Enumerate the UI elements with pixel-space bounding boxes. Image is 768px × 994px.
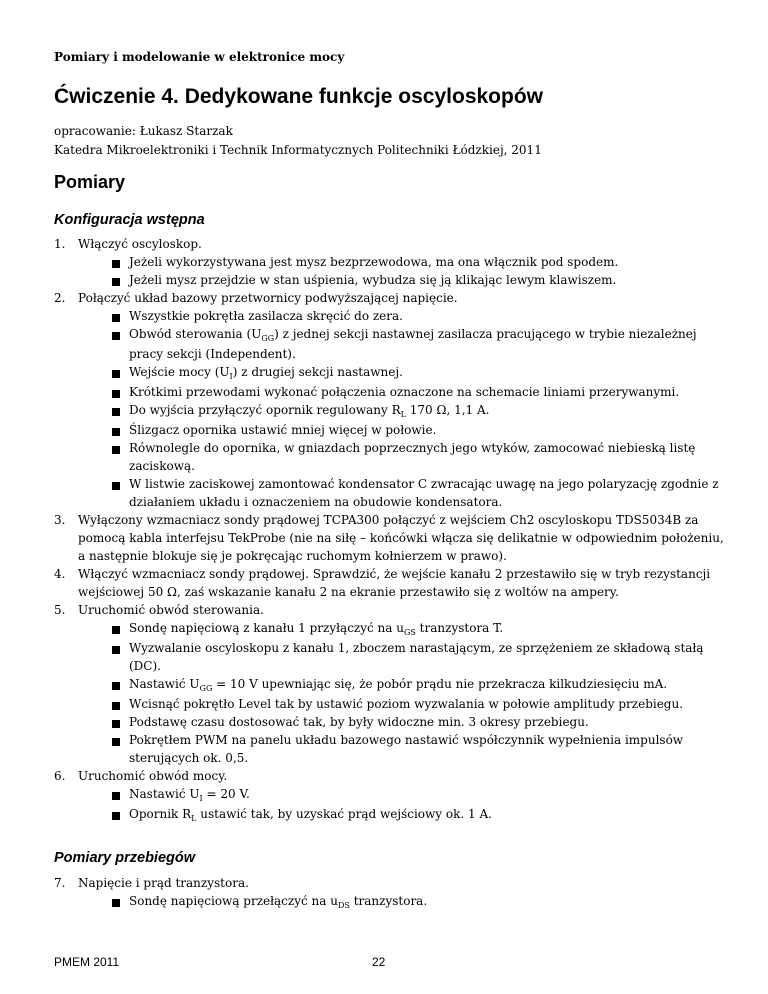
item-number: 2.: [54, 291, 66, 305]
item-text: Uruchomić obwód mocy.: [78, 769, 228, 783]
bullet-item: Krótkimi przewodami wykonać połączenia oznaczone na schemacie liniami przerywanymi.: [78, 383, 734, 401]
list-item-4: [54, 565, 734, 601]
bullet-item: Równolegle do opornika, w gniazdach poprzecznych jego wtyków, zamocować niebieską listę zaciskową.: [78, 439, 734, 475]
square-bullet-icon: [112, 370, 120, 378]
square-bullet-icon: [112, 446, 120, 454]
square-bullet-icon: [112, 626, 120, 634]
bullet-item: Wyzwalanie oscyloskopu z kanału 1, zboczem narastającym, ze sprzężeniem ze składową stałą (DC).: [78, 639, 734, 675]
item-text: Napięcie i prąd tranzystora.: [78, 876, 249, 890]
measurements-list: [54, 874, 734, 912]
item-text: Włączyć oscyloskop.: [78, 237, 202, 251]
bullet-item: Jeżeli mysz przejdzie w stan uśpienia, wybudza się ją klikając lewym klawiszem.: [78, 271, 734, 289]
bullet-item: Jeżeli wykorzystywana jest mysz bezprzewodowa, ma ona włącznik pod spodem.: [78, 253, 734, 271]
section-heading: Pomiary: [54, 172, 126, 192]
square-bullet-icon: [112, 646, 120, 654]
square-bullet-icon: [112, 278, 120, 286]
list-item-7: [54, 874, 734, 912]
item-number: 5.: [54, 603, 66, 617]
square-bullet-icon: [112, 682, 120, 690]
list-item-1: [54, 235, 734, 289]
square-bullet-icon: [112, 314, 120, 322]
bullet-item: Podstawę czasu dostosować tak, by były widoczne min. 3 okresy przebiegu.: [78, 713, 734, 731]
list-item-3: [54, 511, 734, 565]
bullet-item: Do wyjścia przyłączyć opornik regulowany $R_L$ 170 Ω, 1,1 A.: [78, 401, 734, 421]
bullet-item: Wcisnąć pokrętło Level tak by ustawić poziom wyzwalania w połowie amplitudy przebiegu.: [78, 695, 734, 713]
footer-left: PMEM 2011: [54, 955, 120, 969]
author-line: opracowanie: Łukasz Starzak: [54, 124, 233, 138]
bullet-item: Nastawić $U_I = 20$ V.: [78, 785, 734, 805]
item-number: 6.: [54, 769, 66, 783]
item-text: Wyłączony wzmacniacz sondy prądowej TCPA300 połączyć z wejściem Ch2 oscyloskopu TDS5034B za pomocą kabla interfejsu TekProbe (nie na siłę – końcówki włącza się delikatnie w odpowiednim położeniu, a następnie blokuje się je pokręcając ruchomym kołnierzem w prawo).: [78, 513, 724, 563]
bullet-item: Wejście mocy $(U_I)$ z drugiej sekcji nastawnej.: [78, 363, 734, 383]
square-bullet-icon: [112, 738, 120, 746]
setup-list: [54, 235, 734, 825]
list-item-6: [54, 767, 734, 825]
list-item-5: [54, 601, 734, 767]
bullet-item: Sondę napięciową przełączyć na $u_{DS}$ tranzystora.: [78, 892, 734, 912]
square-bullet-icon: [112, 792, 120, 800]
author-block: [54, 122, 542, 160]
bullet-item: Nastawić $U_{GG} = 10$ V upewniając się, że pobór prądu nie przekracza kilkudziesięciu mA.: [78, 675, 734, 695]
bullet-item: Wszystkie pokrętła zasilacza skręcić do zera.: [78, 307, 734, 325]
page-title: Ćwiczenie 4. Dedykowane funkcje oscyloskopów: [54, 85, 543, 108]
square-bullet-icon: [112, 390, 120, 398]
item-text: Włączyć wzmacniacz sondy prądowej. Sprawdzić, że wejście kanału 2 przestawiło się w tryb rezystancji wejściowej 50 Ω, zaś wskazanie kanału 2 na ekranie przestawiło się z woltów na ampery.: [78, 567, 711, 599]
bullet-item: Obwód sterowania $(U_{GG})$ z jednej sekcji nastawnej zasilacza pracującego w trybie niezależnej pracy sekcji (Independent).: [78, 325, 734, 363]
square-bullet-icon: [112, 260, 120, 268]
list-item-2: [54, 289, 734, 511]
square-bullet-icon: [112, 408, 120, 416]
subsection-heading-setup: Konfiguracja wstępna: [54, 212, 205, 228]
item-number: 4.: [54, 567, 66, 581]
square-bullet-icon: [112, 482, 120, 490]
bullet-item: Pokrętłem PWM na panelu układu bazowego nastawić współczynnik wypełnienia impulsów sterujących ok. 0,5.: [78, 731, 734, 767]
bullet-item: Opornik $R_L$ ustawić tak, by uzyskać prąd wejściowy ok. 1 A.: [78, 805, 734, 825]
square-bullet-icon: [112, 702, 120, 710]
item-number: 7.: [54, 876, 66, 890]
subsection-heading-measurements: Pomiary przebiegów: [54, 850, 196, 866]
running-header: Pomiary i modelowanie w elektronice mocy: [54, 50, 345, 64]
square-bullet-icon: [112, 899, 120, 907]
item-number: 3.: [54, 513, 66, 527]
bullet-item: W listwie zaciskowej zamontować kondensator C zwracając uwagę na jego polaryzację zgodnie z działaniem układu i oznaczeniem na obudowie kondensatora.: [78, 475, 734, 511]
item-number: 1.: [54, 237, 66, 251]
item-text: Połączyć układ bazowy przetwornicy podwyższającej napięcie.: [78, 291, 458, 305]
square-bullet-icon: [112, 812, 120, 820]
square-bullet-icon: [112, 332, 120, 340]
affiliation-line: Katedra Mikroelektroniki i Technik Informatycznych Politechniki Łódzkiej, 2011: [54, 143, 542, 157]
square-bullet-icon: [112, 428, 120, 436]
item-text: Uruchomić obwód sterowania.: [78, 603, 264, 617]
page-number: 22: [372, 955, 386, 969]
bullet-item: Sondę napięciową z kanału 1 przyłączyć na $u_{GS}$ tranzystora T.: [78, 619, 734, 639]
square-bullet-icon: [112, 720, 120, 728]
bullet-item: Ślizgacz opornika ustawić mniej więcej w połowie.: [78, 421, 734, 439]
